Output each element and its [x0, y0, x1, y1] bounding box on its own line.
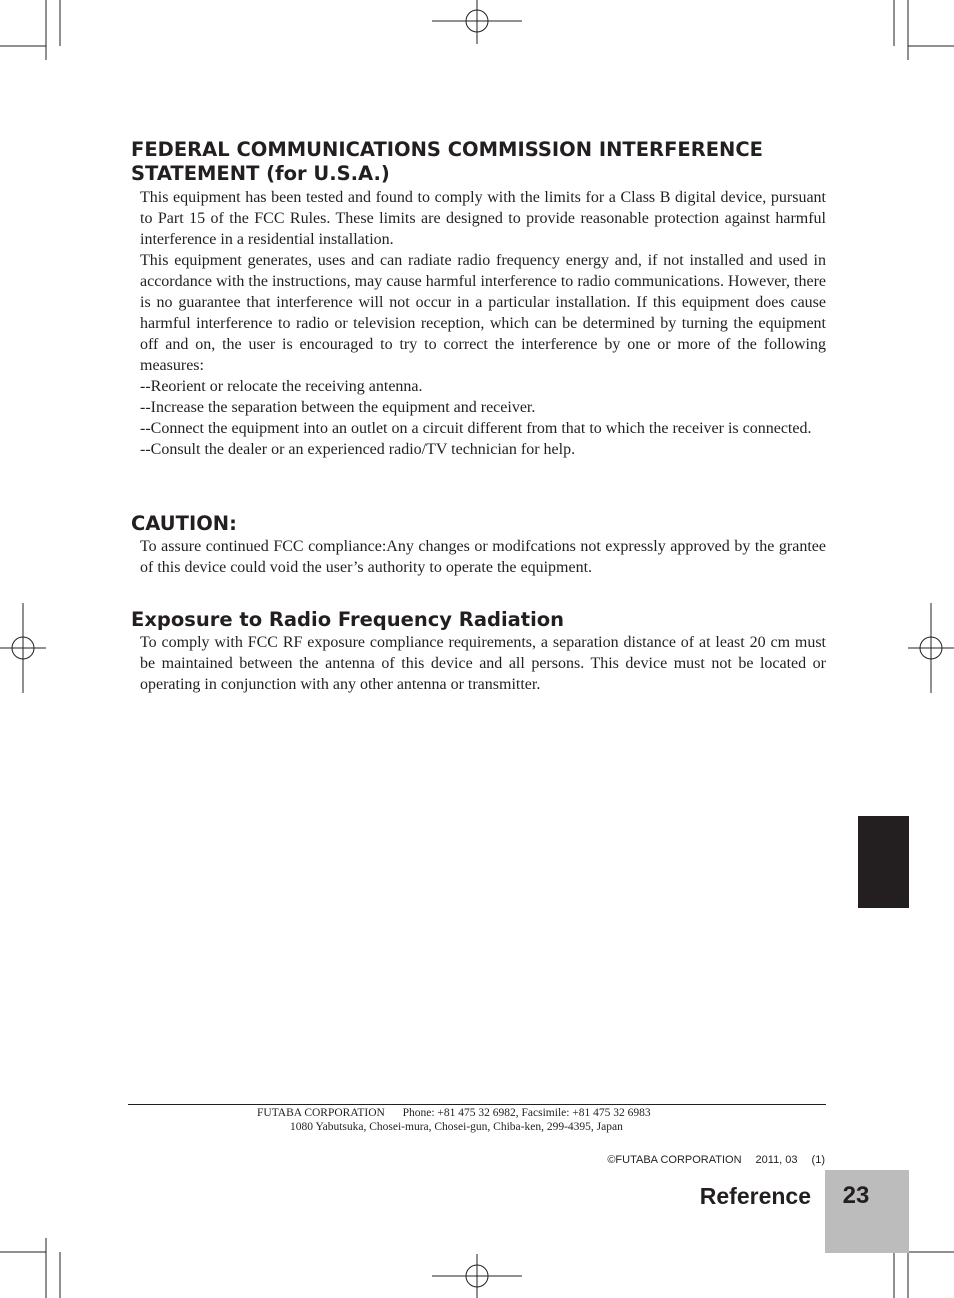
footer-company: FUTABA CORPORATION [257, 1107, 385, 1119]
fcc-body [140, 187, 826, 460]
copyright-line [607, 1153, 825, 1167]
exposure-heading: Exposure to Radio Frequency Radiation [131, 608, 565, 631]
fcc-heading: FEDERAL COMMUNICATIONS COMMISSION INTERFERENCE STATEMENT (for U.S.A.) [131, 138, 763, 185]
copyright-holder: ©FUTABA CORPORATION [607, 1154, 742, 1166]
footer-address: 1080 Yabutsuka, Chosei-mura, Chosei-gun, Chiba-ken, 299-4395, Japan [290, 1121, 623, 1133]
footer-rule [128, 1104, 826, 1105]
caution-paragraph: To assure continued FCC compliance:Any changes or modifcations not expressly approved by the grantee of this device could void the user’s authority to operate the equipment. [140, 538, 826, 576]
fcc-paragraph: This equipment has been tested and found to comply with the limits for a Class B digital device, pursuant to Part 15 of the FCC Rules. These limits are designed to provide reasonable protection against harmful interference in a residential installation. [140, 189, 826, 248]
page-number: 23 [842, 1182, 870, 1209]
caution-heading: CAUTION: [131, 512, 237, 535]
section-side-tab [858, 816, 909, 908]
copyright-date: 2011, 03 [755, 1154, 798, 1166]
fcc-paragraph: This equipment generates, uses and can radiate radio frequency energy and, if not installed and used in accordance with the instructions, may cause harmful interference to radio communications. However, there is no guarantee that interference will not occur in a particular installation. If this equipment does cause harmful interference to radio or television reception, which can be determined by turning the equipment off and on, the user is encouraged to try to correct the interference by one or more of the following measures: [140, 252, 826, 374]
fcc-measure-item: --Consult the dealer or an experienced radio/TV technician for help. [140, 441, 576, 458]
copyright-revision: (1) [811, 1154, 825, 1166]
section-label: Reference [699, 1183, 811, 1209]
exposure-body [140, 632, 826, 695]
fcc-measure-item: --Connect the equipment into an outlet on a circuit different from that to which the receiver is connected. [140, 420, 812, 437]
fcc-measure-item: --Reorient or relocate the receiving antenna. [140, 378, 423, 395]
exposure-paragraph: To comply with FCC RF exposure compliance requirements, a separation distance of at least 20 cm must be maintained between the antenna of this device and all persons. This device must not be located or operating in conjunction with any other antenna or transmitter. [140, 634, 826, 693]
footer-phone: Phone: +81 475 32 6982, Facsimile: +81 475 32 6983 [402, 1107, 651, 1119]
page-number-box [825, 1170, 909, 1253]
caution-body [140, 536, 826, 578]
footer-contact-line [257, 1106, 651, 1120]
fcc-measure-item: --Increase the separation between the equipment and receiver. [140, 399, 536, 416]
